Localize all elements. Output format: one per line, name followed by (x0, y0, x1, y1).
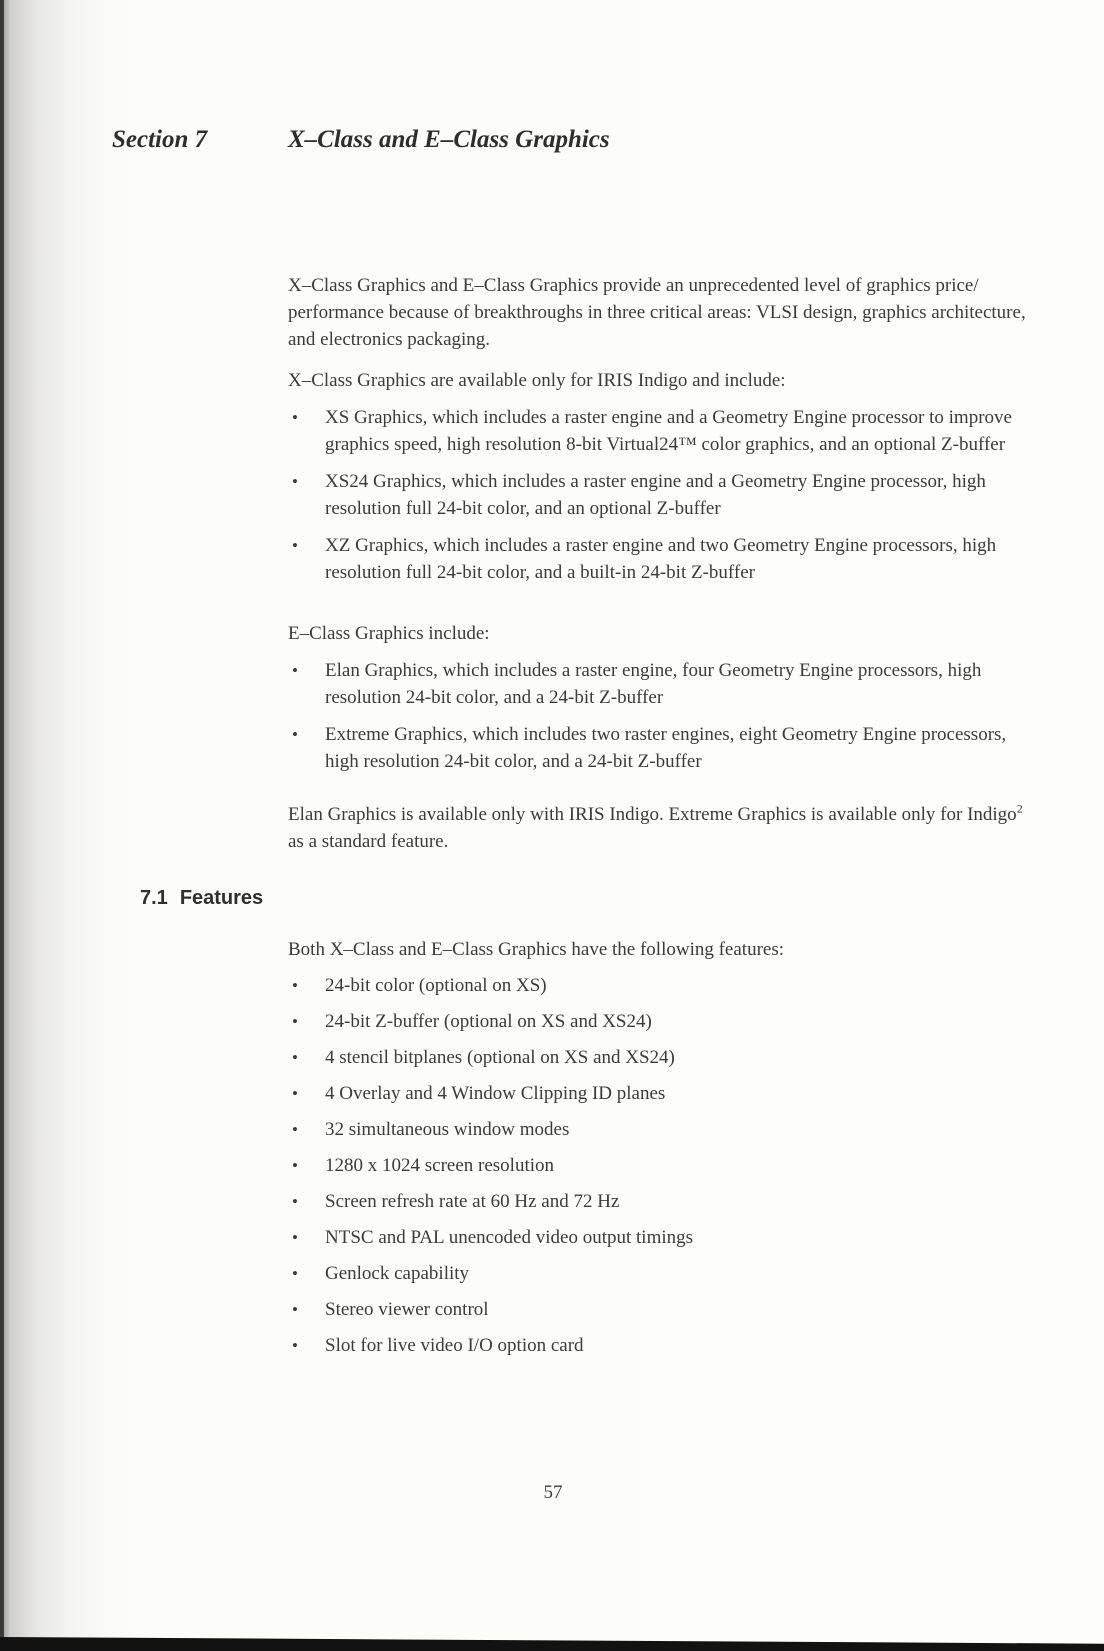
features-heading-number: 7.1 (140, 887, 168, 909)
availability-text-end: as a standard feature. (288, 831, 449, 852)
bullet-dot: • (292, 1048, 298, 1067)
list-item (288, 1296, 1033, 1323)
features-section-heading (140, 885, 1033, 912)
bullet-text: XS24 Graphics, which includes a raster engine and a Geometry Engine processor, high resolution full 24-bit color, and an optional Z-buffer (325, 471, 986, 519)
list-item (288, 1224, 1033, 1251)
bullet-text: 1280 x 1024 screen resolution (325, 1155, 555, 1176)
bullet-dot: • (292, 1228, 298, 1247)
list-item (288, 1260, 1033, 1287)
availability-paragraph (288, 801, 1033, 855)
list-item (288, 972, 1033, 999)
bullet-text: Elan Graphics, which includes a raster engine, four Geometry Engine processors, high resolution 24-bit color, and a 24-bit Z-buffer (325, 660, 982, 708)
list-item (288, 404, 1033, 458)
bullet-dot: • (292, 661, 298, 680)
bullet-text: 4 Overlay and 4 Window Clipping ID planes (325, 1083, 666, 1104)
bullet-dot: • (292, 725, 298, 744)
bullet-dot: • (292, 1300, 298, 1319)
bullet-dot: • (292, 472, 298, 491)
list-item (288, 1188, 1033, 1215)
features-heading-text: Features (179, 887, 264, 909)
list-item (288, 1152, 1033, 1179)
bullet-text: Genlock capability (325, 1263, 470, 1284)
bullet-text: Slot for live video I/O option card (325, 1335, 584, 1356)
page-number: 57 (543, 1482, 563, 1503)
scan-gutter-shadow (0, 0, 110, 1651)
features-bullet-list (288, 972, 1033, 1359)
bullet-dot: • (292, 1336, 298, 1355)
superscript-2: 2 (1016, 801, 1023, 816)
list-item (288, 721, 1033, 775)
list-item (288, 1332, 1033, 1359)
list-item (288, 468, 1033, 522)
bullet-dot: • (292, 1264, 298, 1283)
features-lead: Both X–Class and E–Class Graphics have the following features: (288, 939, 785, 960)
bullet-dot: • (292, 1120, 298, 1139)
list-item (288, 1008, 1033, 1035)
bullet-dot: • (292, 408, 298, 427)
section-label: Section 7 (112, 126, 208, 153)
bullet-dot: • (292, 1084, 298, 1103)
bullet-dot: • (292, 976, 298, 995)
bullet-text: Extreme Graphics, which includes two raster engines, eight Geometry Engine processors, high resolution 24-bit color, and a 24-bit Z-buffer (325, 724, 1007, 772)
availability-text: Elan Graphics is available only with IRIS Indigo. Extreme Graphics is available only for Indigo (288, 804, 1017, 825)
xclass-lead: X–Class Graphics are available only for IRIS Indigo and include: (288, 370, 786, 391)
bullet-text: 4 stencil bitplanes (optional on XS and XS24) (325, 1047, 675, 1068)
list-item (288, 657, 1033, 711)
bullet-text: XS Graphics, which includes a raster engine and a Geometry Engine processor to improve graphics speed, high resolution 8-bit Virtual24™ color graphics, and an optional Z-buffer (325, 407, 1012, 455)
section-header (112, 126, 1044, 154)
bullet-text: 32 simultaneous window modes (325, 1119, 570, 1140)
bullet-text: NTSC and PAL unencoded video output timings (325, 1227, 694, 1248)
scan-left-edge (0, 0, 4, 1651)
list-item (288, 1116, 1033, 1143)
spacer (288, 775, 1033, 801)
eclass-lead: E–Class Graphics include: (288, 623, 490, 644)
bullet-dot: • (292, 1012, 298, 1031)
bullet-dot: • (292, 536, 298, 555)
document-body (140, 272, 1033, 1359)
bullet-text: Screen refresh rate at 60 Hz and 72 Hz (325, 1191, 620, 1212)
list-item (288, 532, 1033, 586)
page-title: X–Class and E–Class Graphics (288, 126, 610, 153)
bullet-text: 24-bit Z-buffer (optional on XS and XS24) (325, 1011, 652, 1032)
spacer (288, 586, 1033, 610)
bullet-text: XZ Graphics, which includes a raster engine and two Geometry Engine processors, high resolution full 24-bit color, and a built-in 24-bit Z-buffer (325, 535, 997, 583)
bullet-text: 24-bit color (optional on XS) (325, 975, 547, 996)
list-item (288, 1044, 1033, 1071)
scan-bottom-edge (0, 1637, 1104, 1651)
xclass-bullet-list (288, 404, 1033, 586)
eclass-bullet-list (288, 657, 1033, 775)
bullet-text: Stereo viewer control (325, 1299, 489, 1320)
list-item (288, 1080, 1033, 1107)
bullet-dot: • (292, 1192, 298, 1211)
intro-paragraph: X–Class Graphics and E–Class Graphics provide an unprecedented level of graphics price/ performance because of breakthroughs in three critical areas: VLSI design, graphics architecture, and electronics packaging. (288, 275, 1026, 350)
bullet-dot: • (292, 1156, 298, 1175)
